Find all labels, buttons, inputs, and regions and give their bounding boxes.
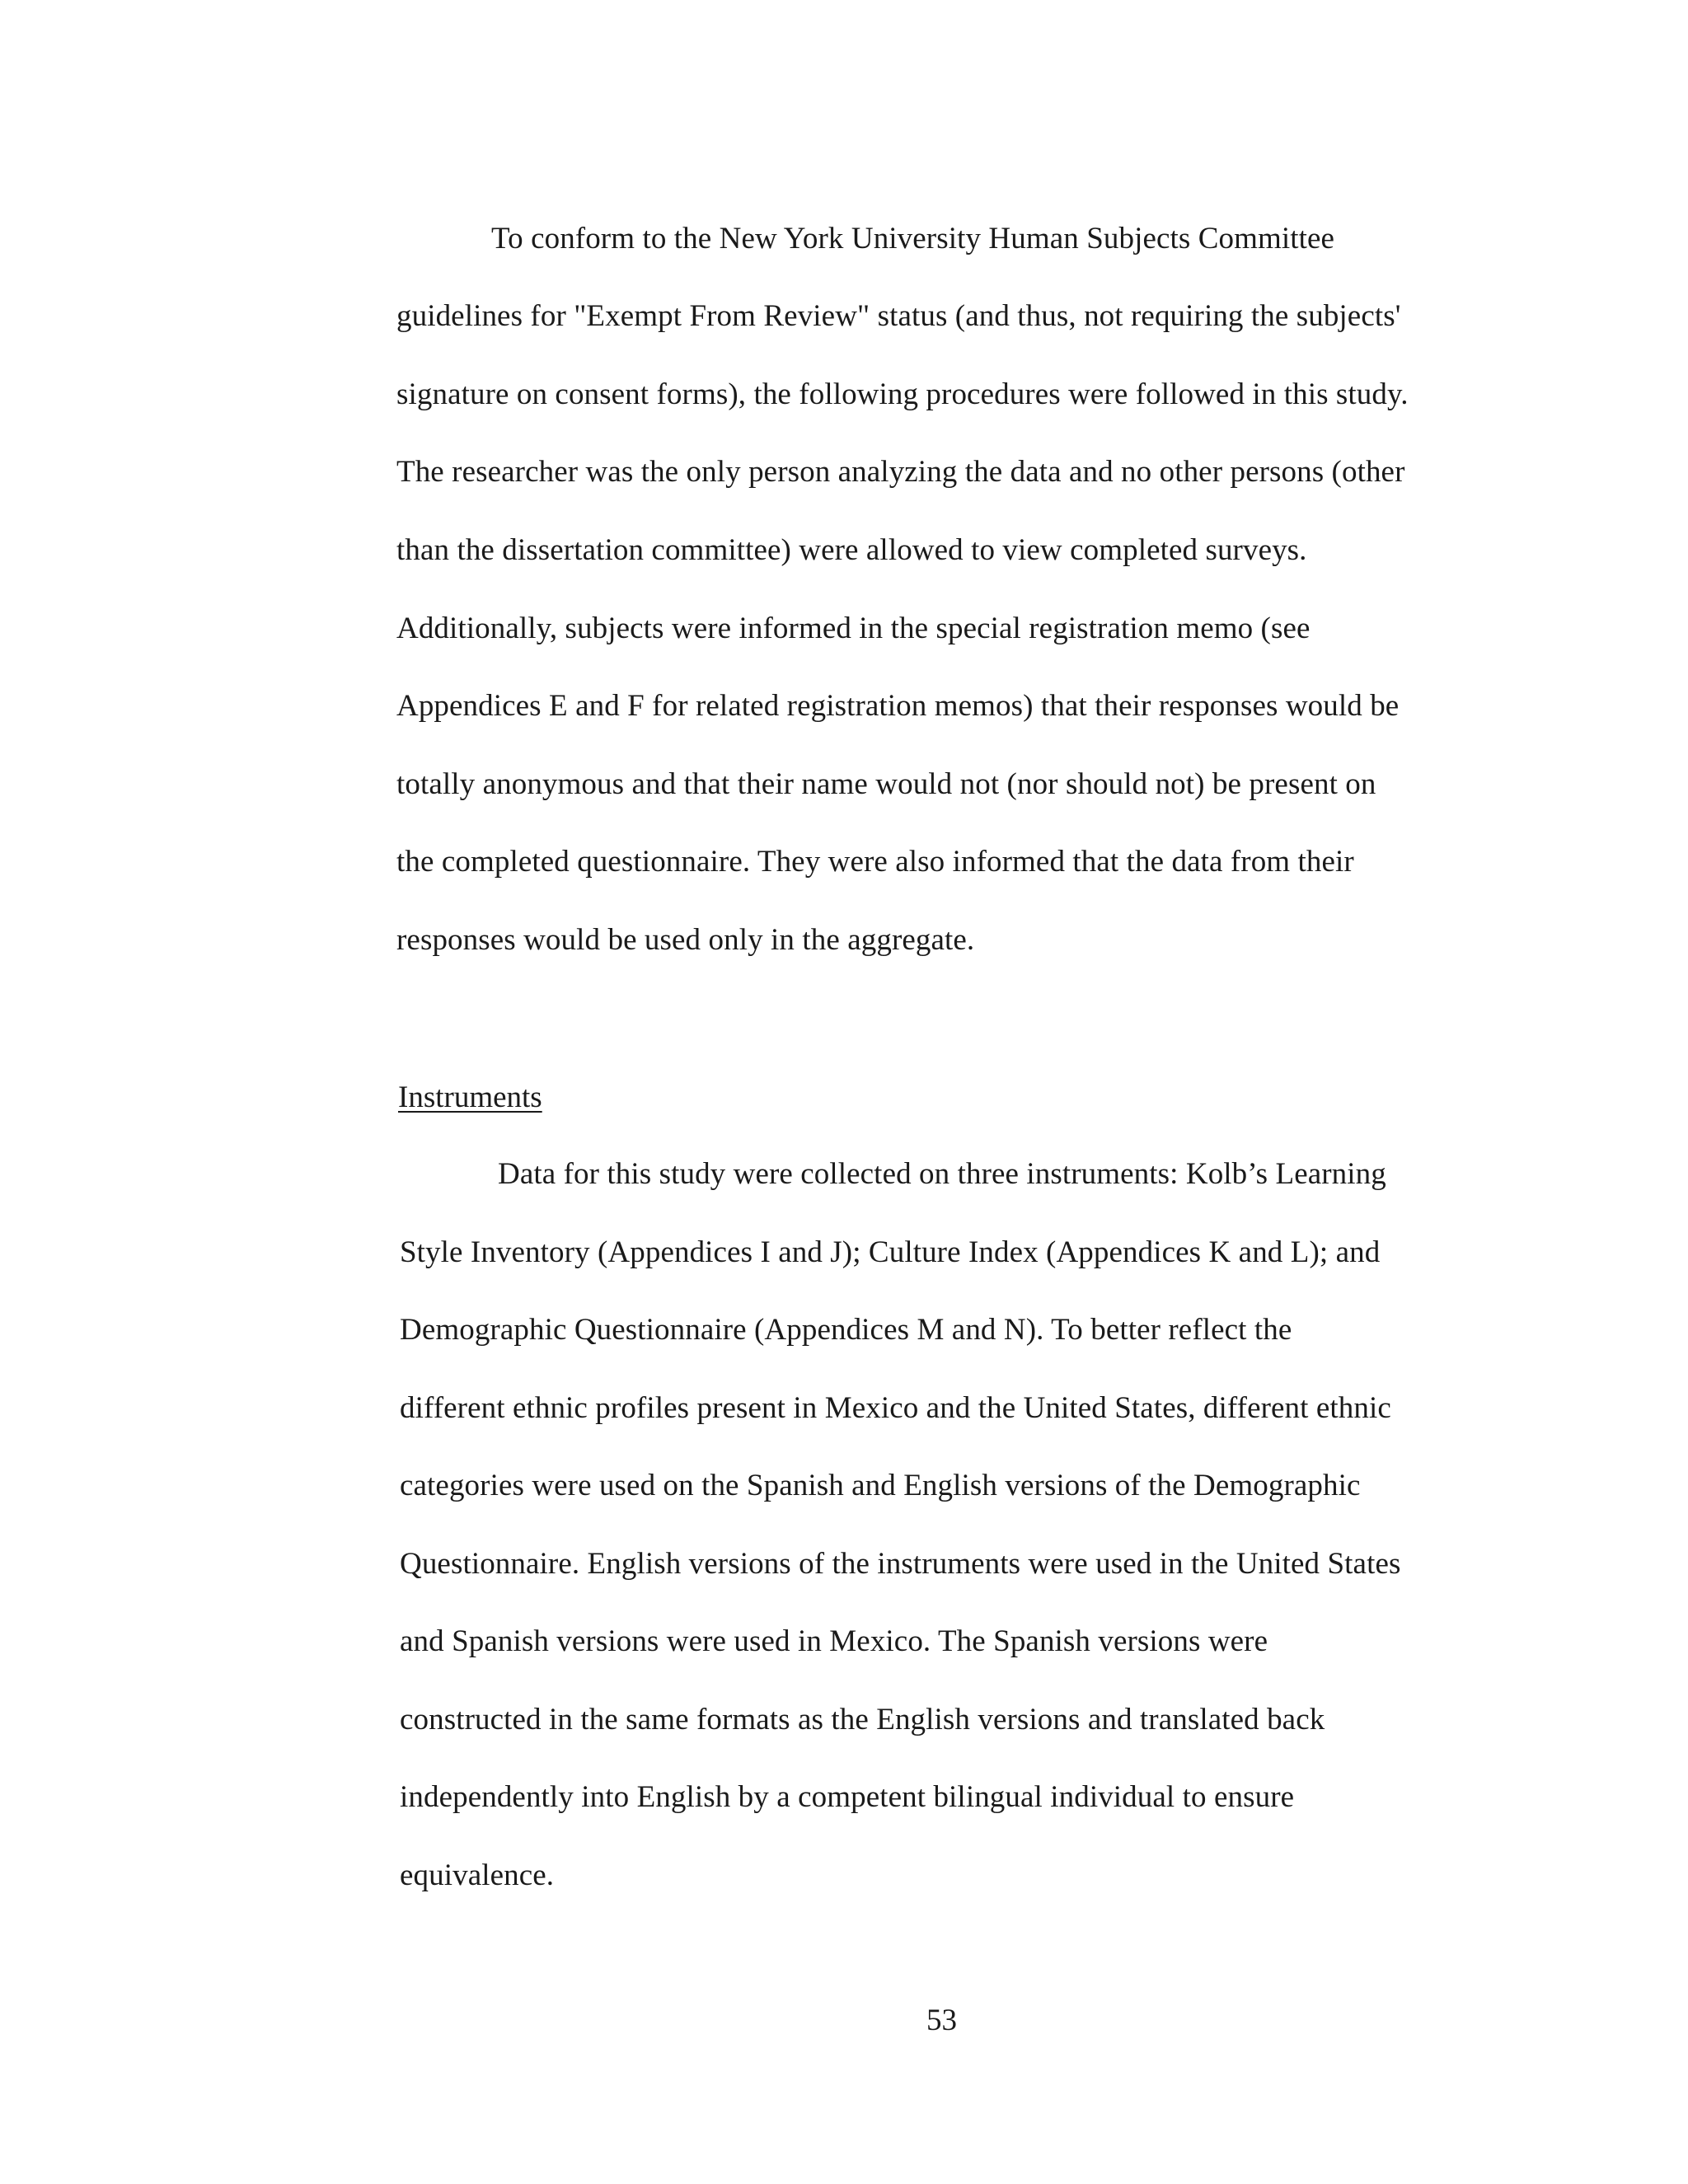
paragraph-2-line-8: constructed in the same formats as the English versions and translated back	[400, 1703, 1325, 1736]
paragraph-1-line-9: the completed questionnaire. They were also informed that the data from their	[396, 845, 1354, 879]
paragraph-2-line-4: different ethnic profiles present in Mexico and the United States, different ethnic	[400, 1391, 1391, 1425]
paragraph-1-line-5: than the dissertation committee) were allowed to view completed surveys.	[396, 533, 1307, 567]
paragraph-2-line-6: Questionnaire. English versions of the instruments were used in the United States	[400, 1547, 1401, 1581]
paragraph-1-line-6: Additionally, subjects were informed in the special registration memo (see	[396, 612, 1311, 645]
paragraph-1-line-3: signature on consent forms), the following procedures were followed in this study.	[396, 377, 1409, 411]
paragraph-1-line-2: guidelines for "Exempt From Review" status (and thus, not requiring the subjects'	[396, 299, 1401, 333]
paragraph-1-line-7: Appendices E and F for related registration memos) that their responses would be	[396, 689, 1400, 723]
paragraph-1-line-10: responses would be used only in the aggregate.	[396, 923, 975, 957]
paragraph-2-line-5: categories were used on the Spanish and English versions of the Demographic	[400, 1469, 1361, 1502]
paragraph-2-line-7: and Spanish versions were used in Mexico. The Spanish versions were	[400, 1624, 1268, 1658]
section-heading-instruments: Instruments	[398, 1080, 542, 1114]
paragraph-1-line-4: The researcher was the only person analyzing the data and no other persons (other	[396, 455, 1405, 489]
paragraph-2-line-9: independently into English by a competent bilingual individual to ensure	[400, 1780, 1295, 1814]
page-number: 53	[926, 2004, 957, 2037]
paragraph-2-line-1: Data for this study were collected on three instruments: Kolb’s Learning	[498, 1157, 1386, 1191]
paragraph-2-line-3: Demographic Questionnaire (Appendices M and N). To better reflect the	[400, 1313, 1292, 1347]
paragraph-1-line-1: To conform to the New York University Human Subjects Committee	[491, 222, 1335, 255]
paragraph-2-line-2: Style Inventory (Appendices I and J); Culture Index (Appendices K and L); and	[400, 1235, 1381, 1269]
paragraph-1-line-8: totally anonymous and that their name would not (nor should not) be present on	[396, 767, 1376, 801]
paragraph-2-line-10: equivalence.	[400, 1858, 555, 1892]
